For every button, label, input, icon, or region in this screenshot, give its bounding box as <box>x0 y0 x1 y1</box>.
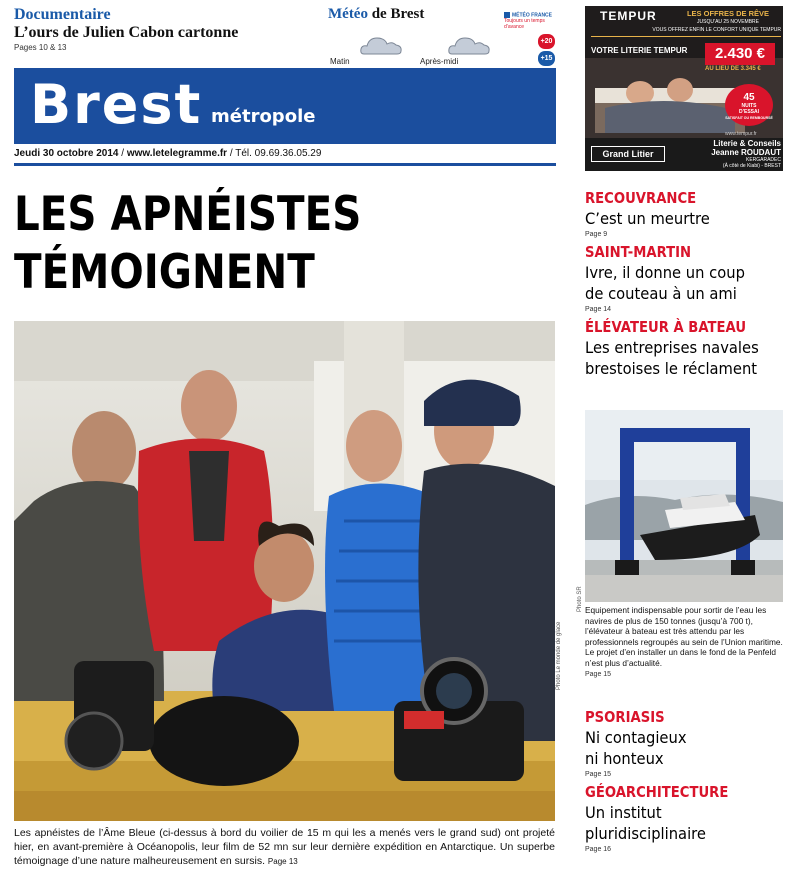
brief-title: de couteau à un ami <box>585 284 737 303</box>
teaser-kicker: Documentaire <box>14 6 111 23</box>
brief-rubric: RECOUVRANCE <box>585 189 697 207</box>
brief-rubric: ÉLÉVATEUR À BATEAU <box>585 318 747 336</box>
brief-page: Page 15 <box>585 771 612 778</box>
boat-caption <box>585 605 783 681</box>
brief-title: ni honteux <box>585 749 664 768</box>
ad-literie-label: VOTRE LITERIE TEMPUR <box>591 46 688 55</box>
ad-offer-dates: JUSQU’AU 25 NOVEMBRE <box>697 19 759 25</box>
brief-page: Page 14 <box>585 306 612 313</box>
brief-item[interactable] <box>585 189 785 238</box>
boat-caption-page: Page 15 <box>585 671 612 678</box>
brief-item[interactable] <box>585 243 785 313</box>
dateline: Jeudi 30 octobre 2014 / www.letelegramme.fr / Tél. 09.69.36.05.29 <box>14 148 322 159</box>
cloud-icon <box>358 34 404 56</box>
brief-item[interactable] <box>585 783 785 853</box>
temp-low-badge: +15 <box>538 51 555 66</box>
ad-store-logo: Grand Litier <box>591 146 665 162</box>
issue-date: Jeudi 30 octobre 2014 <box>14 148 119 159</box>
brief-item[interactable] <box>585 318 785 379</box>
teaser-block[interactable] <box>14 6 314 52</box>
main-headline[interactable] <box>14 186 480 302</box>
cloud-icon <box>446 34 492 56</box>
divider <box>14 163 556 166</box>
weather-afternoon-label: Après-midi <box>420 57 459 66</box>
site-link[interactable]: www.letelegramme.fr <box>126 148 228 159</box>
weather-title: Météo de Brest <box>328 6 425 22</box>
temp-high-badge: +20 <box>538 34 555 49</box>
ad-offer-headline: LES OFFRES DE RÊVE <box>686 9 770 18</box>
headline-line-1: LES APNÉISTES <box>14 187 362 242</box>
ad-url: www.tempur.fr <box>725 131 757 137</box>
headline-line-2: TÉMOIGNENT <box>14 245 315 300</box>
boat-caption-text: Equipement indispensable pour sortir de l’eau les navires de plus de 150 tonnes (jusqu’à 700 t), l’élévateur à bateau est très attendu par les professionnels regroupés au sein de l’Union maritime. Le projet d’en installer un dans le fond de la Penfeld n’est plus d’actualité. <box>585 605 783 668</box>
brief-item[interactable] <box>585 708 785 778</box>
masthead-suffix: métropole <box>211 106 316 127</box>
briefs-column-lower <box>585 708 785 858</box>
teaser-title[interactable]: L’ours de Julien Cabon cartonne <box>14 24 239 41</box>
ad-brand: TEMPUR <box>600 9 657 23</box>
brief-title: Les entreprises navales <box>585 338 759 357</box>
brief-title: brestoises le réclament <box>585 359 758 378</box>
brief-title: Ivre, il donne un coup <box>585 263 745 282</box>
brief-title: Un institut <box>585 803 662 822</box>
boat-lift-photo[interactable] <box>585 410 783 602</box>
masthead-city: Brest <box>30 73 203 136</box>
boat-photo-credit: Photo SR <box>577 586 583 612</box>
brief-rubric: GÉOARCHITECTURE <box>585 783 729 801</box>
brief-title: C’est un meurtre <box>585 209 710 228</box>
brief-page: Page 16 <box>585 846 612 853</box>
teaser-pages: Pages 10 & 13 <box>14 43 67 52</box>
ad-store-info: Literie & Conseils Jeanne ROUDAUT KERGARADEC (À côté de Kiabi) - BREST <box>711 139 781 169</box>
brief-title: pluridisciplinaire <box>585 824 706 843</box>
caption-page: Page 13 <box>267 857 298 866</box>
briefs-column <box>585 189 785 384</box>
brief-rubric: PSORIASIS <box>585 708 665 726</box>
ad-price: 2.430 € <box>705 43 775 65</box>
brief-page: Page 9 <box>585 231 608 238</box>
ad-divider <box>591 36 781 37</box>
ad-trial-badge: 45 NUITS D’ESSAI SATISFAIT OU REMBOURSÉ <box>725 84 773 126</box>
meteo-france-logo: MÉTÉO FRANCE Toujours un temps d’avance <box>504 12 552 31</box>
caption-text: Les apnéistes de l’Âme Bleue (ci-dessus à bord du voilier de 15 m qui les a menés vers le grand sud) ont projeté hier, en avant-première à Océanopolis, leur film de 52 mn sur leur dernière expédition en Antarctique. Un superbe témoignage d’une nature malheureusement en sursis. <box>14 827 555 867</box>
photo-caption <box>14 826 555 869</box>
ad-offer-sub: VOUS OFFREZ ENFIN LE CONFORT UNIQUE TEMPUR <box>652 27 781 33</box>
temperature-badges <box>538 34 555 68</box>
main-photo[interactable] <box>14 321 555 821</box>
weather-morning-label: Matin <box>330 57 350 66</box>
masthead <box>14 68 556 144</box>
weather-box <box>328 6 556 68</box>
tempur-advertisement[interactable] <box>585 6 783 171</box>
brief-title: Ni contagieux <box>585 728 687 747</box>
phone-number: Tél. 09.69.36.05.29 <box>235 148 322 159</box>
photo-credit: Photo Le monde de glace <box>556 621 562 690</box>
ad-old-price: AU LIEU DE 3.345 € <box>705 66 761 72</box>
brief-rubric: SAINT-MARTIN <box>585 243 692 261</box>
